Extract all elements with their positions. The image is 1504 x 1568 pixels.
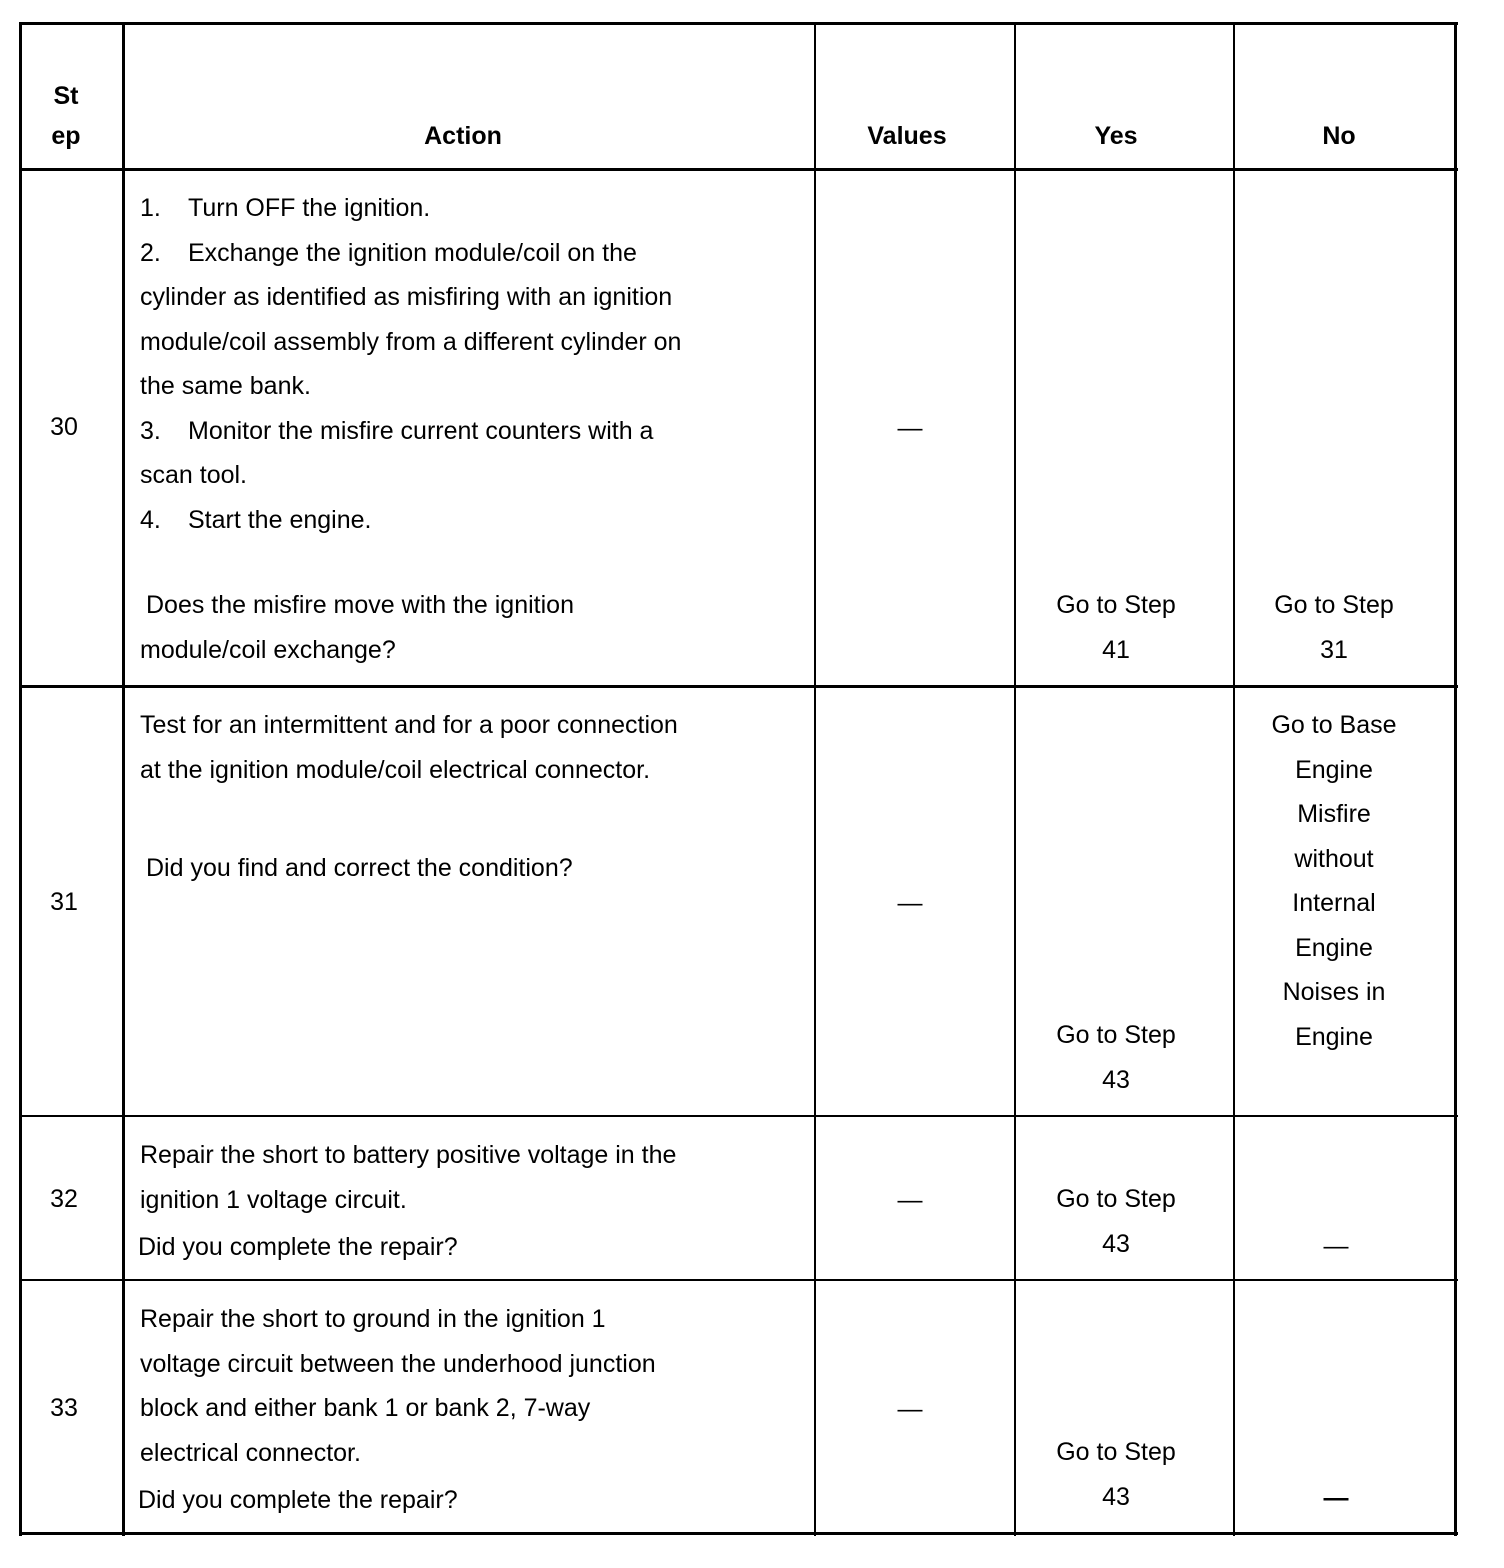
- yes-line: 41: [1102, 635, 1130, 664]
- yes-line: Go to Step: [1056, 1021, 1176, 1049]
- no-line: Engine: [1295, 1022, 1373, 1051]
- no-line: Noises in: [1282, 978, 1386, 1006]
- yes-cell: [1016, 1430, 1216, 1519]
- header-yes: Yes: [1094, 122, 1138, 150]
- yes-cell: [1016, 1177, 1216, 1266]
- no-line: Internal: [1292, 889, 1376, 917]
- action-line: ignition 1 voltage circuit.: [140, 1185, 407, 1214]
- values-cell: —: [897, 889, 923, 917]
- action-item: [140, 186, 681, 231]
- action-line: electrical connector.: [140, 1438, 361, 1467]
- no-line: Misfire: [1297, 800, 1371, 828]
- step-number: 33: [50, 1394, 78, 1422]
- header-action: Action: [424, 122, 502, 150]
- grid-line: [814, 22, 816, 1536]
- action-question: Did you complete the repair?: [138, 1486, 458, 1514]
- header-no: No: [1322, 122, 1356, 150]
- yes-line: 43: [1102, 1229, 1130, 1258]
- action-line: voltage circuit between the underhood junction: [140, 1349, 656, 1378]
- step-number: 30: [50, 413, 78, 441]
- action-item: [140, 409, 681, 454]
- action-item: [140, 498, 681, 543]
- no-line: without: [1294, 844, 1374, 873]
- grid-line: [19, 1115, 1458, 1117]
- item-number: 1.: [140, 194, 161, 222]
- no-cell: [1235, 703, 1433, 1059]
- action-cell: [140, 186, 681, 542]
- no-cell: —: [1323, 1484, 1349, 1512]
- item-text: Start the engine.: [188, 505, 372, 534]
- no-line: 31: [1320, 635, 1348, 664]
- action-line: the same bank.: [140, 372, 311, 400]
- yes-line: Go to Step: [1056, 1438, 1176, 1466]
- item-text: Exchange the ignition module/coil on the: [188, 238, 637, 267]
- action-cell: [140, 1297, 656, 1475]
- values-cell: —: [897, 1395, 923, 1423]
- action-line: cylinder as identified as misfiring with an ignition: [140, 283, 673, 311]
- action-cell: [140, 1133, 676, 1222]
- action-line: Repair the short to ground in the ignition 1: [140, 1305, 606, 1333]
- yes-line: 43: [1102, 1065, 1130, 1094]
- no-cell: [1235, 583, 1433, 672]
- yes-cell: [1016, 1013, 1216, 1102]
- no-line: Go to Step: [1274, 591, 1394, 619]
- grid-line: [19, 22, 1458, 25]
- question-line: Did you find and correct the condition?: [146, 854, 573, 882]
- question-line: Does the misfire move with the ignition: [146, 591, 574, 619]
- grid-line: [122, 22, 125, 1536]
- action-line: module/coil assembly from a different cylinder on: [140, 327, 682, 356]
- action-line: Test for an intermittent and for a poor connection: [140, 711, 678, 739]
- yes-line: Go to Step: [1056, 1185, 1176, 1213]
- action-question: [140, 846, 573, 891]
- values-cell: —: [897, 1186, 923, 1214]
- action-item: [140, 231, 681, 276]
- grid-line: [19, 1532, 1458, 1535]
- yes-line: 43: [1102, 1482, 1130, 1511]
- grid-line: [1014, 22, 1016, 1536]
- no-line: Engine: [1295, 933, 1373, 962]
- action-line: at the ignition module/coil electrical connector.: [140, 755, 651, 784]
- step-number: 32: [50, 1185, 78, 1213]
- header-step: [24, 76, 108, 156]
- no-cell: —: [1323, 1232, 1349, 1260]
- grid-line: [19, 168, 1458, 171]
- grid-line: [1454, 22, 1457, 1536]
- grid-line: [19, 22, 22, 1536]
- action-line: block and either bank 1 or bank 2, 7-way: [140, 1394, 591, 1422]
- no-line: Go to Base: [1271, 711, 1397, 739]
- values-cell: —: [897, 414, 923, 442]
- action-line: Repair the short to battery positive voltage in the: [140, 1141, 677, 1169]
- grid-line: [19, 685, 1458, 688]
- step-number: 31: [50, 888, 78, 916]
- yes-cell: [1016, 583, 1216, 672]
- action-question: [140, 583, 574, 672]
- action-cell: [140, 703, 678, 792]
- no-line: Engine: [1295, 755, 1373, 784]
- item-number: 2.: [140, 238, 161, 267]
- item-number: 4.: [140, 505, 161, 534]
- grid-line: [19, 1279, 1458, 1281]
- item-text: Monitor the misfire current counters with a: [188, 416, 654, 445]
- yes-line: Go to Step: [1056, 591, 1176, 619]
- header-values: Values: [867, 122, 947, 150]
- question-line: module/coil exchange?: [140, 635, 396, 664]
- item-text: Turn OFF the ignition.: [188, 194, 431, 222]
- action-line: scan tool.: [140, 461, 248, 489]
- action-question: Did you complete the repair?: [138, 1233, 458, 1261]
- header-step-line: ep: [51, 122, 81, 150]
- item-number: 3.: [140, 416, 161, 445]
- header-step-line: St: [53, 82, 79, 110]
